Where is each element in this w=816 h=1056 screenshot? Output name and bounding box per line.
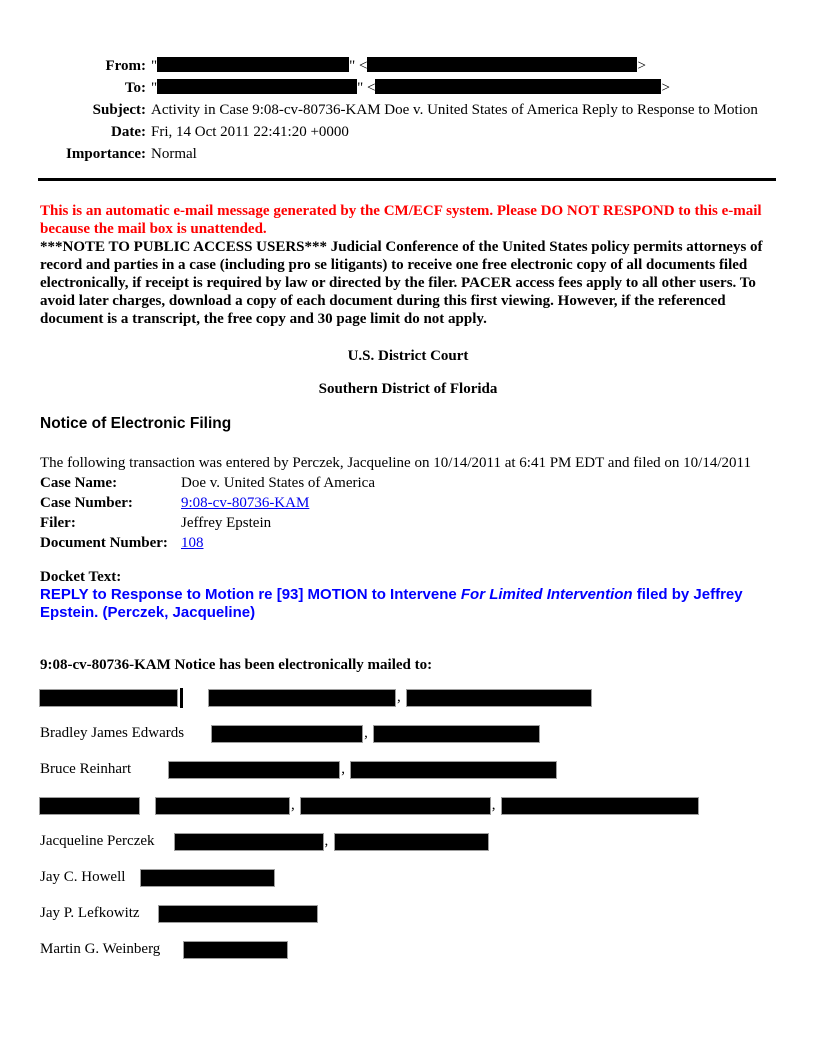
separator-comma: , (341, 761, 345, 777)
case-number-row (40, 493, 776, 513)
public-access-note: ***NOTE TO PUBLIC ACCESS USERS*** Judicial Conference of the United States policy permits attorneys of record and parties in a case (including pro se litigants) to receive one free electronic copy of all documents filed electronically, if receipt is required by law or directed by the filer. PACER access fees apply to all other users. To avoid later charges, download a copy of each document during this first viewing. However, if the referenced document is a transcript, the free copy and 30 page limit do not apply. (40, 239, 763, 327)
to-value (151, 77, 776, 99)
redaction-bar (407, 690, 591, 706)
filer-value: Jeffrey Epstein (181, 515, 272, 531)
quote-angle-mark: " < (349, 58, 368, 74)
auto-email-warning: This is an automatic e-mail message generated by the CM/ECF system. Please DO NOT RESPOND to this e-mail because the mail box is unattended. (40, 203, 762, 237)
redaction-bar (141, 870, 274, 886)
redacted-to-name (157, 79, 357, 94)
mailed-row (40, 941, 776, 958)
date-label: Date: (111, 124, 146, 140)
court-name-heading: U.S. District Court (347, 348, 469, 364)
mailed-row (40, 689, 776, 706)
separator-comma: , (324, 833, 329, 849)
mailed-to-heading: 9:08-cv-80736-KAM Notice has been electronically mailed to: (40, 657, 433, 673)
date-value: Fri, 14 Oct 2011 22:41:20 +0000 (151, 124, 349, 140)
separator-comma: , (364, 725, 368, 741)
case-info (40, 473, 776, 553)
redaction-bar (212, 726, 362, 742)
docket-text-part1: REPLY to Response to Motion re [93] MOTION to Intervene (40, 586, 461, 603)
docket-text-part2: filed by Jeffrey Epstein. (Perczek, Jacqueline) (40, 586, 743, 621)
quote-angle-mark: " < (357, 80, 376, 96)
document-number-label: Document Number: (40, 535, 168, 551)
mailed-row (40, 797, 776, 814)
recipient-name: Bruce Reinhart (40, 761, 132, 777)
redaction-bar (40, 690, 177, 706)
importance-label: Importance: (66, 146, 146, 162)
recipient-name: Jay P. Lefkowitz (40, 905, 140, 921)
subject-label: Subject: (92, 102, 146, 118)
redaction-bar (335, 834, 488, 850)
filer-label: Filer: (40, 515, 76, 531)
separator-comma: , (291, 797, 295, 813)
angle-close-mark: > (637, 58, 646, 74)
separator-comma: , (397, 689, 401, 705)
recipient-name: Martin G. Weinberg (40, 941, 161, 957)
email-header (40, 55, 776, 165)
mailed-rows (40, 689, 776, 958)
docket-text-italic: For Limited Intervention (460, 586, 633, 603)
system-notices (40, 202, 776, 328)
header-divider (38, 178, 776, 181)
mailed-row (40, 905, 776, 922)
mailed-row (40, 761, 776, 778)
redaction-bar (169, 762, 339, 778)
redaction-bar (374, 726, 539, 742)
case-number-link[interactable]: 9:08-cv-80736-KAM (181, 495, 310, 511)
redacted-from-name (157, 57, 349, 72)
redaction-bar (301, 798, 490, 814)
redaction-bar (159, 906, 317, 922)
mailed-row (40, 869, 776, 886)
redacted-from-address (367, 57, 637, 72)
docket-text (40, 586, 760, 622)
redaction-bar (156, 798, 289, 814)
case-name-label: Case Name: (40, 475, 118, 491)
angle-close-mark: > (661, 80, 670, 96)
redaction-bar (175, 834, 323, 850)
transaction-summary: The following transaction was entered by Perczek, Jacqueline on 10/14/2011 at 6:41 PM EDT and filed on 10/14/2011 (40, 455, 751, 471)
to-label: To: (124, 80, 146, 96)
document-number-row (40, 533, 776, 553)
quote-mark: " (151, 80, 158, 96)
recipient-name: Bradley James Edwards (40, 725, 185, 741)
mailed-row (40, 725, 776, 742)
from-label: From: (105, 58, 146, 74)
redaction-tick (180, 688, 183, 708)
case-name-row (40, 473, 776, 493)
case-number-label: Case Number: (40, 495, 133, 511)
redacted-to-address (375, 79, 661, 94)
separator-comma: , (491, 797, 496, 813)
court-district-heading: Southern District of Florida (318, 381, 498, 397)
redaction-bar (351, 762, 556, 778)
from-value (151, 55, 776, 77)
subject-value: Activity in Case 9:08-cv-80736-KAM Doe v. United States of America Reply to Response to Motion (151, 102, 758, 118)
redaction-bar (40, 798, 139, 814)
filer-row (40, 513, 776, 533)
redaction-bar (502, 798, 698, 814)
quote-mark: " (151, 58, 158, 74)
mailed-row (40, 833, 776, 850)
case-name-value: Doe v. United States of America (181, 475, 375, 491)
docket-text-label: Docket Text: (40, 569, 122, 585)
recipient-name: Jay C. Howell (40, 869, 126, 885)
importance-value: Normal (151, 146, 197, 162)
redaction-bar (209, 690, 395, 706)
redaction-bar (184, 942, 287, 958)
document-number-link[interactable]: 108 (181, 535, 204, 551)
notice-of-electronic-filing-heading: Notice of Electronic Filing (40, 415, 232, 432)
recipient-name: Jacqueline Perczek (40, 833, 155, 849)
